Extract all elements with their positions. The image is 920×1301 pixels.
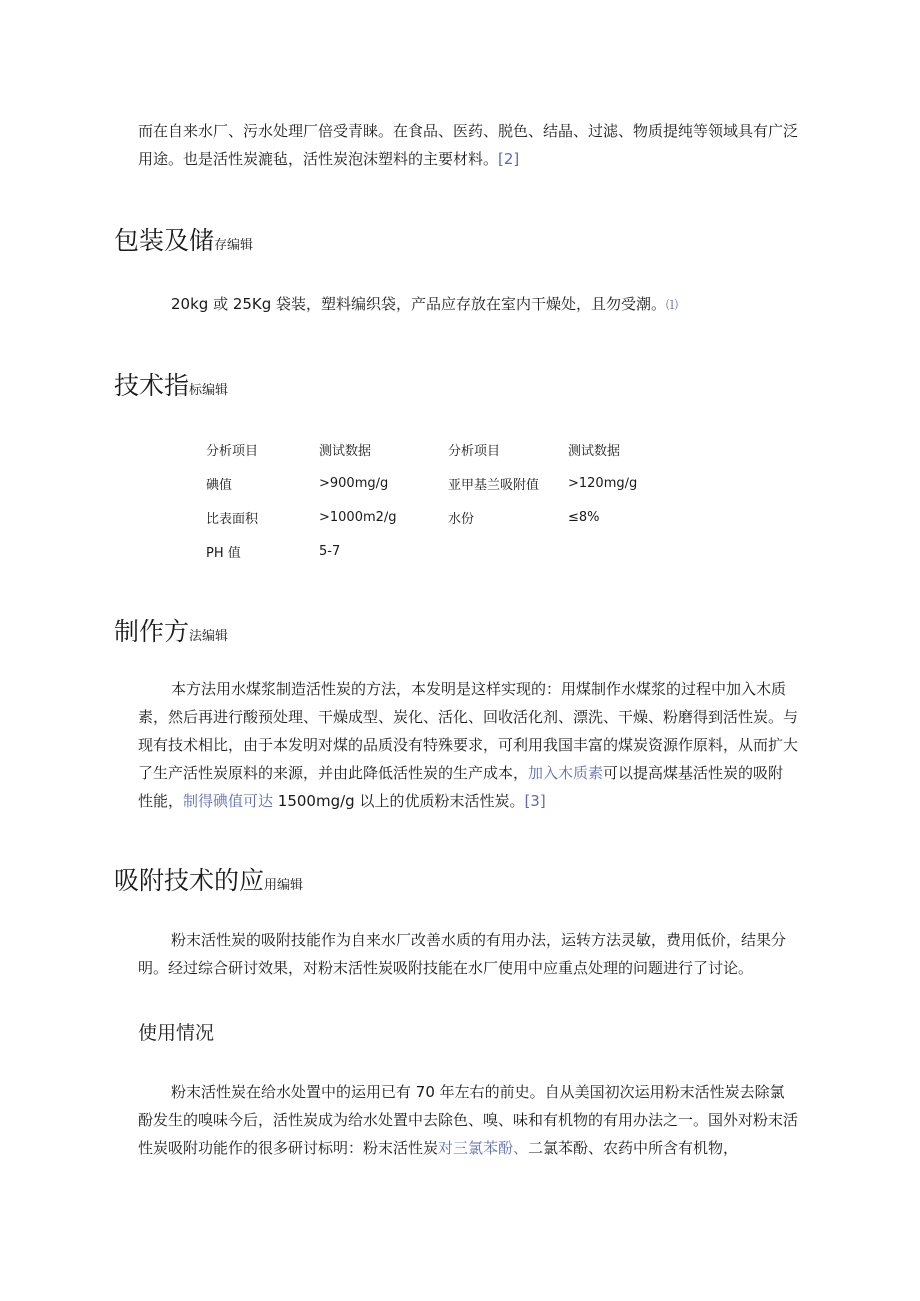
usage-text-1: 粉末活性炭在给水处置中的运用已有 70 年左右的前史。自从美国初次运用粉末活性炭去除氯酚发生的嗅味今后，活性炭成为给水处置中去除色、嗅、味和有机物的有用办法之一。国外对粉末活性炭吸附功能作的很多研讨标明：粉末活性炭 xyxy=(138,1083,799,1157)
lignin-link[interactable]: 加入木质素 xyxy=(528,764,604,782)
table-header-row xyxy=(200,432,654,466)
heading-text: 吸附技术的应 xyxy=(114,866,265,895)
method-paragraph xyxy=(138,675,798,815)
table-cell: 5-7 xyxy=(319,543,341,559)
table-cell xyxy=(562,534,654,568)
spec-table xyxy=(200,432,654,568)
intro-text: 而在自来水厂、污水处理厂倍受青睐。在食品、医药、脱色、结晶、过滤、物质提纯等领域具有广泛用途。也是活性炭漉毡，活性炭泡沫塑料的主要材料。 xyxy=(138,122,799,168)
header-cell: 测试数据 xyxy=(319,443,372,459)
heading-edit-suffix[interactable]: 存编辑 xyxy=(214,238,254,253)
usage-text-2: 二氯苯酚、农药中所含有机物， xyxy=(528,1139,739,1157)
heading-edit-suffix[interactable]: 法编辑 xyxy=(189,629,229,644)
packaging-paragraph xyxy=(138,290,798,319)
table-row xyxy=(200,534,654,568)
header-cell: 分析项目 xyxy=(448,443,501,459)
table-row xyxy=(200,500,654,534)
heading-text: 制作方 xyxy=(114,617,190,646)
table-cell: >900mg∕g xyxy=(319,475,389,491)
heading-edit-suffix[interactable]: 用编辑 xyxy=(264,878,304,893)
table-cell: >1000m2∕g xyxy=(319,509,397,525)
table-row xyxy=(200,466,654,500)
citation-link[interactable]: ⑴ xyxy=(666,298,679,312)
iodine-value-link[interactable]: 制得碘值可达 xyxy=(183,792,274,810)
heading-edit-suffix[interactable]: 标编辑 xyxy=(189,383,229,398)
table-cell: 比表面积 xyxy=(206,511,259,527)
table-cell: 亚甲基兰吸附值 xyxy=(448,477,540,493)
method-text-3: 1500mg∕g 以上的优质粉末活性炭。 xyxy=(273,792,525,810)
subheading-usage: 使用情况 xyxy=(138,1022,215,1044)
application-paragraph xyxy=(138,926,798,982)
header-cell: 分析项目 xyxy=(206,443,259,459)
section-heading-packaging xyxy=(114,221,253,257)
intro-paragraph xyxy=(138,117,798,173)
table-cell: 碘值 xyxy=(206,477,233,493)
packaging-text: 20kg 或 25Kg 袋装，塑料编织袋，产品应存放在室内干燥处，且勿受潮。 xyxy=(171,295,667,313)
table-cell xyxy=(442,534,562,568)
section-heading-specs xyxy=(114,366,228,402)
citation-link[interactable]: [3] xyxy=(524,792,546,810)
heading-text: 技术指 xyxy=(114,371,190,400)
table-cell: ≤8% xyxy=(568,509,600,525)
citation-link[interactable]: [2] xyxy=(498,150,520,168)
table-cell: 水份 xyxy=(448,511,475,527)
header-cell: 测试数据 xyxy=(568,443,621,459)
application-text: 粉末活性炭的吸附技能作为自来水厂改善水质的有用办法，运转方法灵敏，费用低价，结果分明。经过综合研讨效果，对粉末活性炭吸附技能在水厂使用中应重点处理的问题进行了讨论。 xyxy=(138,931,787,977)
method-text-2: 可以提高煤基活性炭的吸附性能， xyxy=(138,764,784,810)
table-cell: PH 值 xyxy=(206,545,241,561)
table-cell: >120mg∕g xyxy=(568,475,638,491)
heading-text: 包装及储 xyxy=(114,226,215,255)
method-text-1: 本方法用水煤浆制造活性炭的方法，本发明是这样实现的：用煤制作水煤浆的过程中加入木质素，然后再进行酸预处理、干燥成型、炭化、活化、回收活化剂、漂洗、干燥、粉磨得到活性炭。与现有技术相比，由于本发明对煤的品质没有特殊要求，可利用我国丰富的煤炭资源作原料，从而扩大了生产活性炭原料的来源，并由此降低活性炭的生产成本， xyxy=(138,680,799,782)
trichlorophenol-link[interactable]: 对三氯苯酚、 xyxy=(438,1139,529,1157)
usage-paragraph xyxy=(138,1078,798,1162)
section-heading-application xyxy=(114,861,303,897)
section-heading-method xyxy=(114,612,228,648)
